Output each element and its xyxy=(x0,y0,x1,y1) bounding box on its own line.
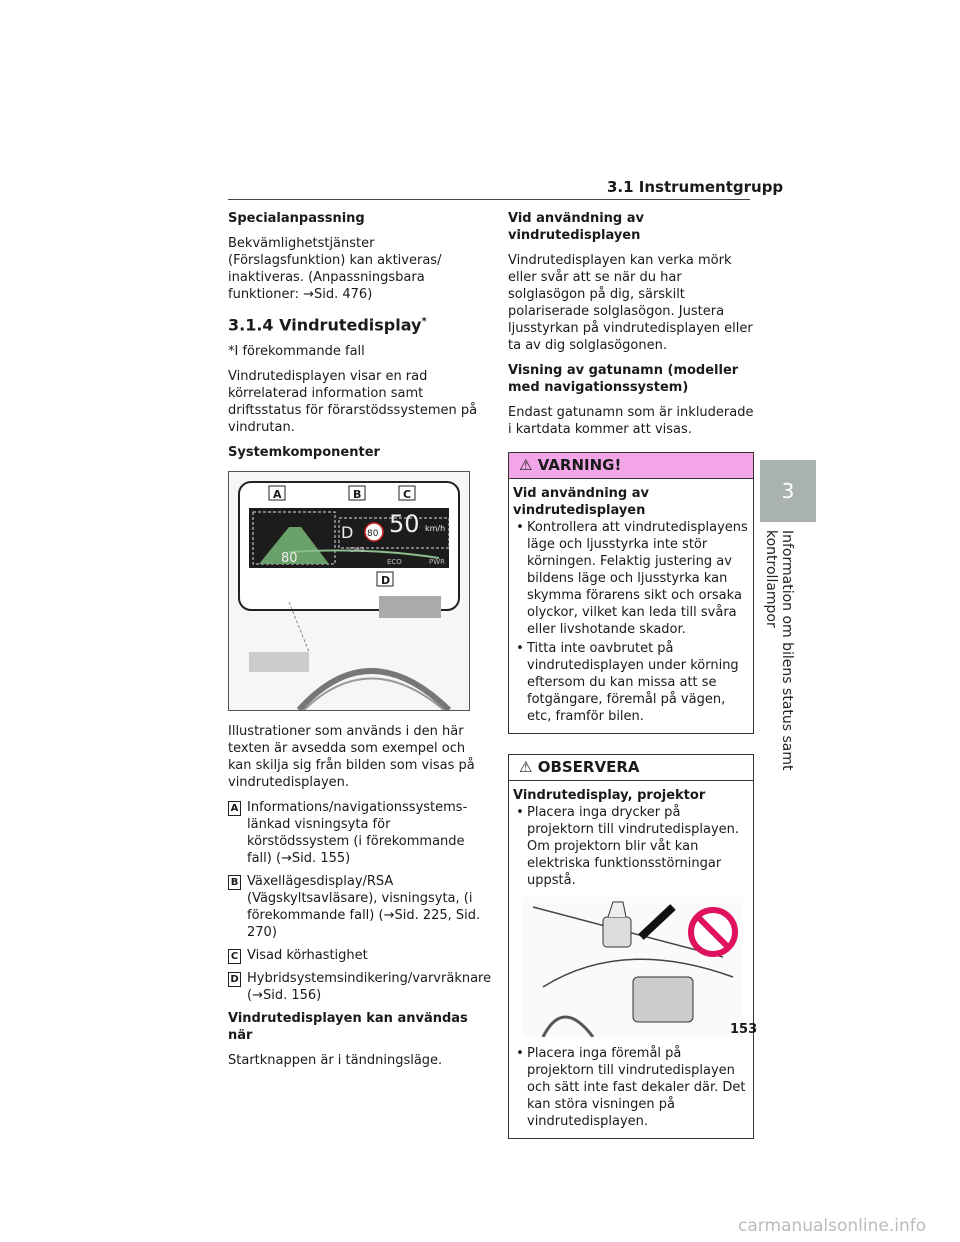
usable-text: Startknappen är i tändningsläge. xyxy=(228,1053,443,1069)
header-rule xyxy=(228,199,750,200)
warning-subtitle: Vid användning av vindrutedisplayen xyxy=(513,486,649,518)
watermark: carmanualsonline.info xyxy=(738,1216,927,1236)
section-title-text: 3.1.4 Vindrutedisplay xyxy=(228,315,422,335)
hud-gear: D xyxy=(341,523,354,543)
hud-figure xyxy=(228,471,470,711)
warning-bullet: Kontrollera att vindrutedisplayens läge och ljusstyrka inte stör körningen. Felaktig justering av bildens läge och ljusstyrka kan skymma förarens sikt och orsaka olyckor, vilket kan leda till svåra eller livshotande skador. xyxy=(527,520,748,637)
right-column xyxy=(508,210,754,1159)
street-text: Endast gatunamn som är inkluderade i kartdata kommer att visas. xyxy=(508,405,754,437)
intro: Vindrutedisplayen visar en rad körrelaterad information samt driftsstatus för förarstödssystemen på vindrutan. xyxy=(228,369,478,436)
list-item: • Titta inte oavbrutet på vindrutedisplayen under körning eftersom du kan missa att se fotgängare, föremål på vägen, etc, framför bilen. xyxy=(513,640,749,725)
item-tag: D xyxy=(228,972,241,987)
notice-bullet: Placera inga föremål på projektorn till vindrutedisplayen och sätt inte fast dekaler där. Det kan störa visningen på vindrutedisplayen. xyxy=(527,1046,746,1129)
notice-bullet: Placera inga drycker på projektorn till vindrutedisplayen. Om projektorn blir våt kan elektriska funktionsstörningar uppstå. xyxy=(527,805,740,888)
section-title xyxy=(228,313,490,333)
list-item xyxy=(228,947,490,964)
page-header: 3.1 Instrumentgrupp xyxy=(607,178,784,196)
notice-body xyxy=(509,781,753,1138)
notice-subtitle: Vindrutedisplay, projektor xyxy=(513,788,706,803)
warning-bullet: Titta inte oavbrutet på vindrutedisplayen under körning eftersom du kan missa att se fotgängare, föremål på vägen, etc, framför bilen. xyxy=(527,641,739,724)
item-tag: A xyxy=(228,801,241,816)
caution-icon: ⚠ xyxy=(519,758,533,776)
hud-limit: 80 xyxy=(367,529,379,540)
list-item xyxy=(228,873,490,941)
fig-tag-c: C xyxy=(403,488,412,502)
footnote: *I förekommande fall xyxy=(228,344,365,360)
projector-illustration xyxy=(523,897,743,1037)
hud-set: 80 xyxy=(281,551,298,567)
illustration-note: Illustrationer som används i den här texten är avsedda som exempel och kan skilja sig från bilden som visas på vindrutedisplayen. xyxy=(228,724,475,791)
list-item xyxy=(228,799,490,867)
warning-header xyxy=(509,453,753,479)
use-title: Vid användning av vindrutedisplayen xyxy=(508,211,644,243)
hud-eco: ECO xyxy=(387,558,402,567)
special-title: Specialanpassning xyxy=(228,211,365,226)
usable-title: Vindrutedisplayen kan användas när xyxy=(228,1011,468,1044)
projector-figure xyxy=(523,897,743,1037)
fig-tag-b: B xyxy=(353,488,362,502)
use-text: Vindrutedisplayen kan verka mörk eller svår att se när du har solglasögon på dig, särskilt polariserade solglasögon. Justera ljusstyrkan på vindrutedisplayen eller ta av dig solglasögonen. xyxy=(508,253,753,353)
item-text: Informations/navigationssystems-länkad visningsyta för körstödssystem (i förekommande fall) (→Sid. 155) xyxy=(247,800,468,867)
item-tag: C xyxy=(228,949,241,964)
street-title: Visning av gatunamn (modeller med navigationssystem) xyxy=(508,363,739,395)
hud-illustration xyxy=(229,472,469,710)
hud-chg: CHG xyxy=(349,546,365,555)
page-number: 153 xyxy=(730,1022,758,1037)
section-mark: * xyxy=(421,316,427,327)
item-text: Visad körhastighet xyxy=(247,948,368,964)
list-item: • Placera inga föremål på projektorn till vindrutedisplayen och sätt inte fast dekaler där. Det kan störa visningen på vindrutedisplayen. xyxy=(513,1045,749,1130)
list-item: • Placera inga drycker på projektorn till vindrutedisplayen. Om projektorn blir våt kan elektriska funktionsstörningar uppstå. xyxy=(513,804,749,889)
hud-unit: km/h xyxy=(425,524,446,534)
list-item xyxy=(228,970,490,1004)
item-tag: B xyxy=(228,875,241,890)
hud-pwr: PWR xyxy=(429,558,446,567)
warning-box xyxy=(508,452,754,734)
special-text: Bekvämlighetstjänster (Förslagsfunktion) kan aktiveras/ inaktiveras. (Anpassningsbara funktioner: →Sid. 476) xyxy=(228,236,442,302)
notice-box xyxy=(508,754,754,1139)
warning-body xyxy=(509,479,753,733)
warning-icon: ⚠ xyxy=(519,456,533,474)
components-title: Systemkomponenter xyxy=(228,445,380,461)
notice-header xyxy=(509,755,753,781)
list-item: • Kontrollera att vindrutedisplayens läge och ljusstyrka inte stör körningen. Felaktig justering av bildens läge och ljusstyrka kan skymma förarens sikt och orsaka olyckor, vilket kan leda till svåra eller livshotande skador. xyxy=(516,520,748,637)
chapter-tab: 3 xyxy=(760,460,816,522)
warning-label: VARNING! xyxy=(537,456,622,474)
item-text: Hybridsystemsindikering/varvräknare (→Sid. 156) xyxy=(247,971,492,1004)
chapter-side-text: Information om bilens status samt kontrollampor xyxy=(763,530,795,771)
left-column xyxy=(228,210,490,1077)
hud-speed: 50 xyxy=(389,510,420,539)
fig-tag-d: D xyxy=(381,574,391,588)
item-text: Växellägesdisplay/RSA (Vägskyltsavläsare), visningsyta, (i förekommande fall) (→Sid. 225, Sid. 270) xyxy=(247,874,481,941)
notice-label: OBSERVERA xyxy=(537,758,640,776)
fig-tag-a: A xyxy=(273,488,282,502)
